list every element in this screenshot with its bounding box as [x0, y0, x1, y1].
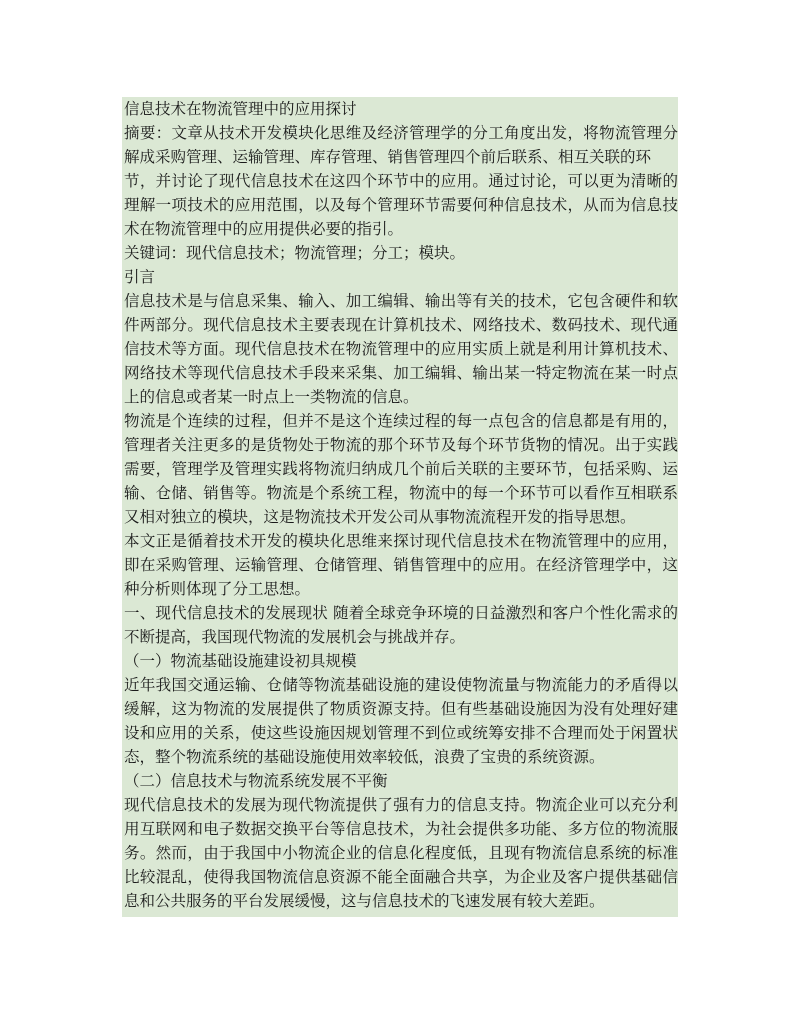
text-line: 管理者关注更多的是货物处于物流的那个环节及每个环节货物的情况。出于实践 — [124, 436, 678, 454]
document-page — [122, 97, 678, 917]
text-line: 节，并讨论了现代信息技术在这四个环节中的应用。通过讨论，可以更为清晰的 — [124, 172, 678, 190]
text-line: 网络技术等现代信息技术手段来采集、加工编辑、输出某一特定物流在某一时点 — [124, 364, 678, 382]
text-line: 术在物流管理中的应用提供必要的指引。 — [124, 220, 404, 238]
text-line: 务。然而，由于我国中小物流企业的信息化程度低，且现有物流信息系统的标准 — [124, 844, 678, 862]
text-line: 关键词：现代信息技术；物流管理；分工；模块。 — [124, 244, 466, 262]
text-line: 解成采购管理、运输管理、库存管理、销售管理四个前后联系、相互关联的环 — [124, 148, 652, 166]
text-line: （二）信息技术与物流系统发展不平衡 — [124, 772, 388, 790]
text-line: 现代信息技术的发展为现代物流提供了强有力的信息支持。物流企业可以充分利 — [124, 796, 678, 814]
text-line: 件两部分。现代信息技术主要表现在计算机技术、网络技术、数码技术、现代通 — [124, 316, 678, 334]
text-line: 即在采购管理、运输管理、仓储管理、销售管理中的应用。在经济管理学中，这 — [124, 556, 678, 574]
text-line: 输、仓储、销售等。物流是个系统工程，物流中的每一个环节可以看作互相联系 — [124, 484, 678, 502]
text-line: 用互联网和电子数据交换平台等信息技术，为社会提供多功能、多方位的物流服 — [124, 820, 678, 838]
text-line: 又相对独立的模块，这是物流技术开发公司从事物流流程开发的指导思想。 — [124, 508, 636, 526]
text-line: 理解一项技术的应用范围，以及每个管理环节需要何种信息技术，从而为信息技 — [124, 196, 678, 214]
text-line: 物流是个连续的过程，但并不是这个连续过程的每一点包含的信息都是有用的， — [124, 412, 678, 430]
text-line: 信技术等方面。现代信息技术在物流管理中的应用实质上就是利用计算机技术、 — [124, 340, 678, 358]
text-line: 缓解，这为物流的发展提供了物质资源支持。但有些基础设施因为没有处理好建 — [124, 700, 678, 718]
text-line: 设和应用的关系，使这些设施因规划管理不到位或统筹安排不合理而处于闲置状 — [124, 724, 678, 742]
text-line: 信息技术是与信息采集、输入、加工编辑、输出等有关的技术，它包含硬件和软 — [124, 292, 678, 310]
text-line: 一、现代信息技术的发展现状 随着全球竞争环境的日益激烈和客户个性化需求的 — [124, 604, 678, 622]
text-line: 引言 — [124, 268, 156, 286]
text-line: 摘要：文章从技术开发模块化思维及经济管理学的分工角度出发，将物流管理分 — [124, 124, 678, 142]
text-line: 近年我国交通运输、仓储等物流基础设施的建设使物流量与物流能力的矛盾得以 — [124, 676, 678, 694]
text-line: 态，整个物流系统的基础设施使用效率较低，浪费了宝贵的系统资源。 — [124, 748, 605, 766]
text-line: 息和公共服务的平台发展缓慢，这与信息技术的飞速发展有较大差距。 — [124, 892, 605, 910]
text-line: 不断提高，我国现代物流的发展机会与挑战并存。 — [124, 628, 466, 646]
text-line: 种分析则体现了分工思想。 — [124, 580, 311, 598]
text-line: 比较混乱，使得我国物流信息资源不能全面融合共享，为企业及客户提供基础信 — [124, 868, 678, 886]
text-line: 上的信息或者某一时点上一类物流的信息。 — [124, 388, 419, 406]
text-line: 需要，管理学及管理实践将物流归纳成几个前后关联的主要环节，包括采购、运 — [124, 460, 678, 478]
document-title: 信息技术在物流管理中的应用探讨 — [124, 100, 357, 118]
text-line: 本文正是循着技术开发的模块化思维来探讨现代信息技术在物流管理中的应用， — [124, 532, 678, 550]
text-line: （一）物流基础设施建设初具规模 — [124, 652, 357, 670]
